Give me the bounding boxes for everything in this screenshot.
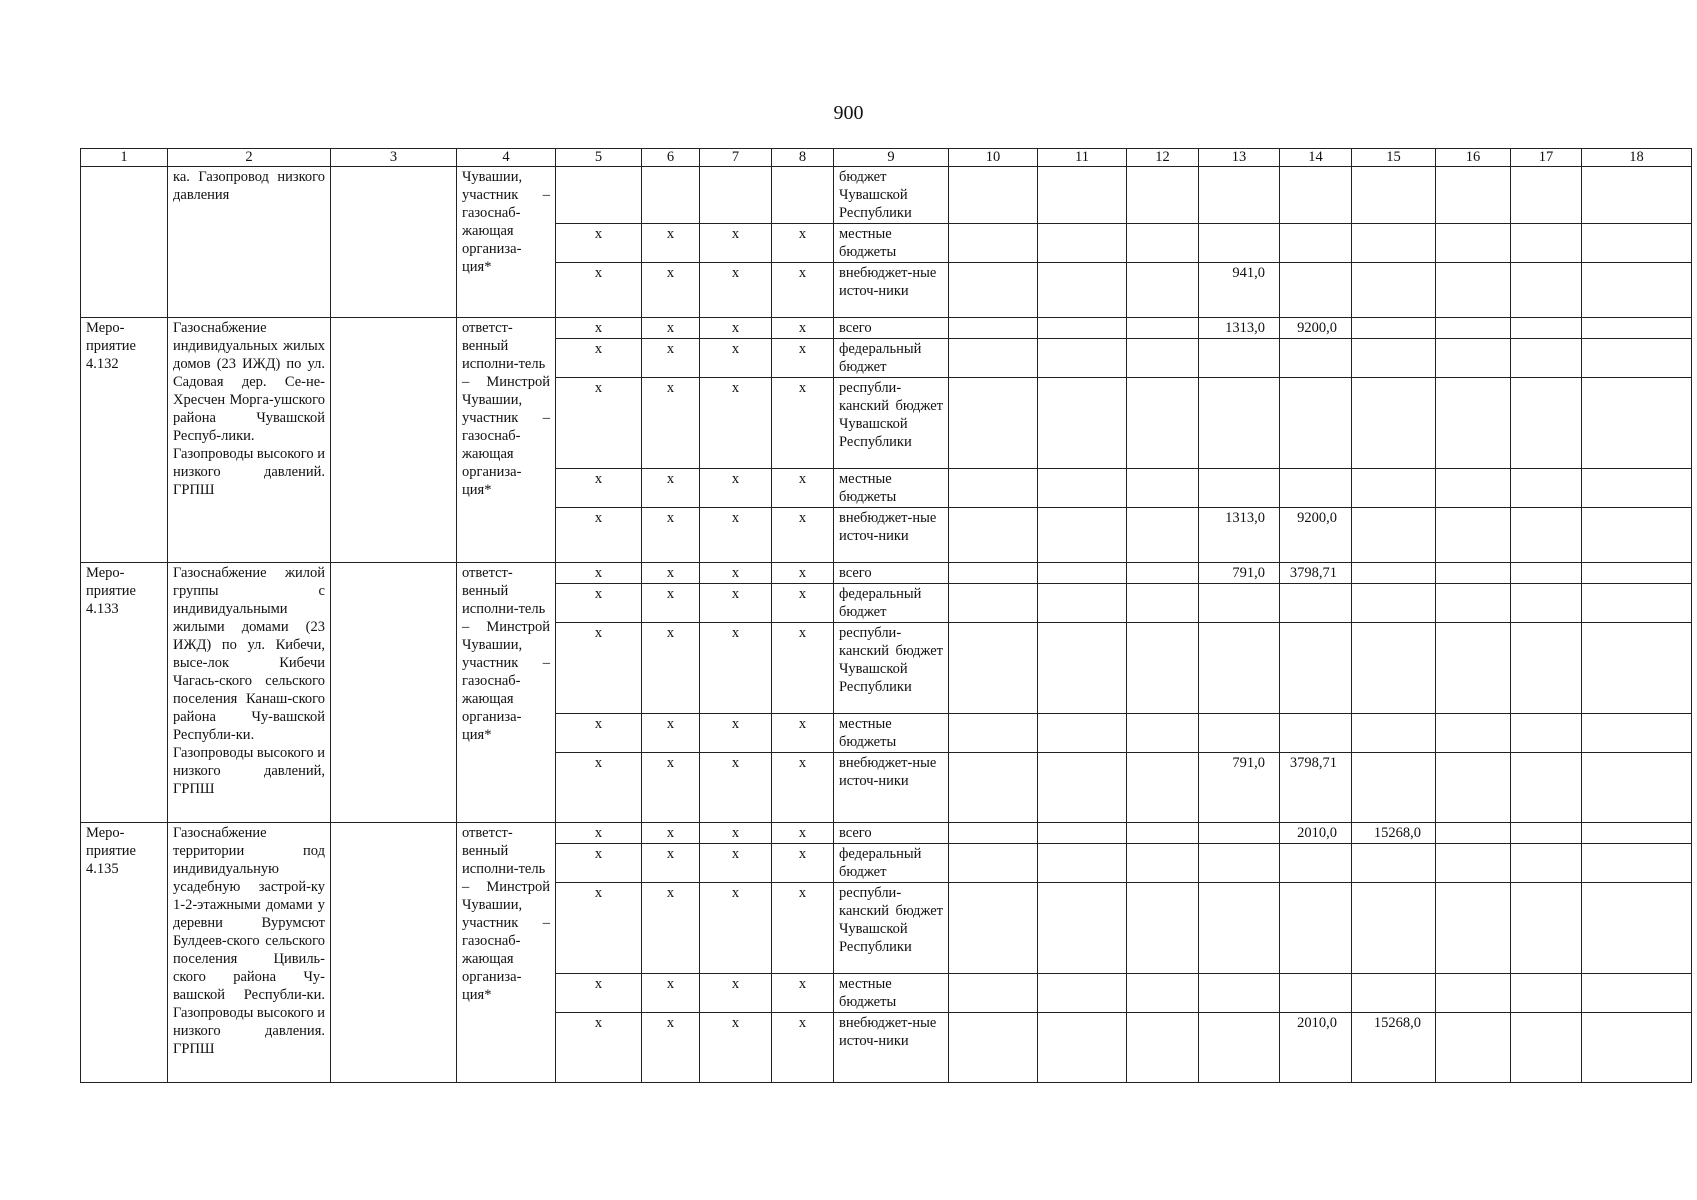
mark-cell: х <box>642 563 700 584</box>
value-cell-14 <box>1280 469 1352 508</box>
empty-cell <box>1582 378 1692 469</box>
empty-cell <box>1511 378 1582 469</box>
mark-cell: х <box>642 823 700 844</box>
mark-cell: х <box>556 378 642 469</box>
empty-cell <box>949 584 1038 623</box>
empty-cell <box>1511 224 1582 263</box>
value-cell-14 <box>1280 339 1352 378</box>
empty-cell <box>1436 318 1511 339</box>
value-cell-15 <box>1352 753 1436 823</box>
mark-cell: х <box>556 753 642 823</box>
empty-cell <box>1127 823 1199 844</box>
empty-cell <box>331 563 457 823</box>
value-cell-14: 2010,0 <box>1280 1013 1352 1083</box>
table-row <box>81 318 1692 339</box>
col-header: 12 <box>1127 149 1199 167</box>
mark-cell: х <box>556 844 642 883</box>
value-cell-15 <box>1352 714 1436 753</box>
mark-cell: х <box>700 1013 772 1083</box>
empty-cell <box>949 563 1038 584</box>
empty-cell <box>1582 339 1692 378</box>
empty-cell <box>1582 823 1692 844</box>
empty-cell <box>1511 823 1582 844</box>
value-cell-15 <box>1352 844 1436 883</box>
empty-cell <box>1511 263 1582 318</box>
empty-cell <box>1582 167 1692 224</box>
empty-cell <box>1436 974 1511 1013</box>
empty-cell <box>1582 224 1692 263</box>
empty-cell <box>1511 883 1582 974</box>
mark-cell: х <box>772 883 834 974</box>
mark-cell: х <box>556 508 642 563</box>
funding-source-cell: местные бюджеты <box>834 974 949 1013</box>
mark-cell: х <box>772 1013 834 1083</box>
empty-cell <box>1582 714 1692 753</box>
mark-cell: х <box>556 469 642 508</box>
value-cell-13: 1313,0 <box>1199 508 1280 563</box>
empty-cell <box>1127 167 1199 224</box>
mark-cell: х <box>772 224 834 263</box>
value-cell-14: 9200,0 <box>1280 508 1352 563</box>
value-cell-15 <box>1352 469 1436 508</box>
mark-cell: х <box>772 714 834 753</box>
col-header: 15 <box>1352 149 1436 167</box>
col-header: 9 <box>834 149 949 167</box>
value-cell-13 <box>1199 469 1280 508</box>
value-cell-13 <box>1199 378 1280 469</box>
empty-cell <box>1038 844 1127 883</box>
empty-cell <box>1127 508 1199 563</box>
value-cell-15 <box>1352 339 1436 378</box>
mark-cell: х <box>642 378 700 469</box>
empty-cell <box>1436 714 1511 753</box>
empty-cell <box>1127 623 1199 714</box>
empty-cell <box>1436 378 1511 469</box>
value-cell-14 <box>1280 883 1352 974</box>
value-cell-13 <box>1199 623 1280 714</box>
mark-cell: х <box>772 563 834 584</box>
mark-cell: х <box>556 563 642 584</box>
empty-cell <box>1511 563 1582 584</box>
empty-cell <box>1436 563 1511 584</box>
value-cell-13 <box>1199 883 1280 974</box>
funding-source-cell: местные бюджеты <box>834 224 949 263</box>
col-header: 7 <box>700 149 772 167</box>
empty-cell <box>1582 318 1692 339</box>
empty-cell <box>1127 378 1199 469</box>
empty-cell <box>1582 753 1692 823</box>
empty-cell <box>331 167 457 318</box>
empty-cell <box>1511 339 1582 378</box>
value-cell-15 <box>1352 224 1436 263</box>
empty-cell <box>1582 508 1692 563</box>
funding-source-cell: местные бюджеты <box>834 714 949 753</box>
mark-cell: х <box>642 1013 700 1083</box>
empty-cell <box>949 823 1038 844</box>
mark-cell: х <box>772 623 834 714</box>
mark-cell: х <box>700 623 772 714</box>
mark-cell: х <box>700 318 772 339</box>
empty-cell <box>1582 883 1692 974</box>
mark-cell: х <box>772 753 834 823</box>
col-header: 8 <box>772 149 834 167</box>
empty-cell <box>1511 623 1582 714</box>
empty-cell <box>1511 167 1582 224</box>
mark-cell: х <box>642 623 700 714</box>
empty-cell <box>949 974 1038 1013</box>
empty-cell <box>1436 753 1511 823</box>
mark-cell: х <box>700 339 772 378</box>
mark-cell <box>700 167 772 224</box>
empty-cell <box>1038 1013 1127 1083</box>
mark-cell: х <box>556 224 642 263</box>
empty-cell <box>1038 263 1127 318</box>
mark-cell: х <box>772 339 834 378</box>
mark-cell: х <box>642 714 700 753</box>
value-cell-15 <box>1352 584 1436 623</box>
mark-cell: х <box>642 974 700 1013</box>
mark-cell <box>556 167 642 224</box>
funding-source-cell: бюджет Чувашской Республики <box>834 167 949 224</box>
empty-cell <box>1436 224 1511 263</box>
col-header: 6 <box>642 149 700 167</box>
budget-table <box>80 148 1692 1083</box>
value-cell-15 <box>1352 974 1436 1013</box>
mark-cell: х <box>642 339 700 378</box>
empty-cell <box>949 339 1038 378</box>
empty-cell <box>1038 469 1127 508</box>
empty-cell <box>1511 469 1582 508</box>
mark-cell: х <box>642 263 700 318</box>
value-cell-15 <box>1352 378 1436 469</box>
value-cell-13 <box>1199 844 1280 883</box>
col-header: 16 <box>1436 149 1511 167</box>
empty-cell <box>1038 339 1127 378</box>
mark-cell: х <box>772 378 834 469</box>
empty-cell <box>1582 1013 1692 1083</box>
empty-cell <box>1511 974 1582 1013</box>
value-cell-13 <box>1199 974 1280 1013</box>
empty-cell <box>1127 339 1199 378</box>
value-cell-15 <box>1352 883 1436 974</box>
value-cell-14 <box>1280 263 1352 318</box>
empty-cell <box>1511 508 1582 563</box>
mark-cell: х <box>556 263 642 318</box>
measure-description-cell: Газоснабжение территории под индивидуальную усадебную застрой-ку 1-2-этажными домами у деревни Вурумсют Булдеев-ского сельского поселения Цивиль-ского района Чу-вашской Республи-ки. Газопроводы высокого и низкого давления. ГРПШ <box>168 823 331 1083</box>
value-cell-13 <box>1199 167 1280 224</box>
mark-cell: х <box>700 224 772 263</box>
col-header: 5 <box>556 149 642 167</box>
mark-cell: х <box>642 753 700 823</box>
funding-source-cell: местные бюджеты <box>834 469 949 508</box>
funding-source-cell: внебюджет-ные источ-ники <box>834 508 949 563</box>
mark-cell: х <box>772 263 834 318</box>
empty-cell <box>949 714 1038 753</box>
empty-cell <box>949 1013 1038 1083</box>
mark-cell: х <box>556 714 642 753</box>
empty-cell <box>1038 883 1127 974</box>
value-cell-13: 941,0 <box>1199 263 1280 318</box>
mark-cell: х <box>700 563 772 584</box>
value-cell-13 <box>1199 339 1280 378</box>
mark-cell: х <box>556 584 642 623</box>
empty-cell <box>1582 584 1692 623</box>
mark-cell <box>642 167 700 224</box>
col-header: 3 <box>331 149 457 167</box>
funding-source-cell: республи-канский бюджет Чувашской Республики <box>834 623 949 714</box>
empty-cell <box>1582 974 1692 1013</box>
empty-cell <box>1582 469 1692 508</box>
mark-cell: х <box>772 844 834 883</box>
mark-cell: х <box>642 224 700 263</box>
value-cell-15 <box>1352 167 1436 224</box>
value-cell-14 <box>1280 584 1352 623</box>
empty-cell <box>949 224 1038 263</box>
value-cell-15: 15268,0 <box>1352 823 1436 844</box>
empty-cell <box>331 318 457 563</box>
col-header: 1 <box>81 149 168 167</box>
mark-cell: х <box>772 974 834 1013</box>
value-cell-13 <box>1199 584 1280 623</box>
empty-cell <box>949 263 1038 318</box>
funding-source-cell: федеральный бюджет <box>834 844 949 883</box>
empty-cell <box>949 883 1038 974</box>
value-cell-14: 3798,71 <box>1280 753 1352 823</box>
mark-cell: х <box>700 974 772 1013</box>
measure-description-cell: ка. Газопровод низкого давления <box>168 167 331 318</box>
value-cell-15 <box>1352 563 1436 584</box>
empty-cell <box>1436 1013 1511 1083</box>
mark-cell: х <box>556 318 642 339</box>
empty-cell <box>1038 623 1127 714</box>
empty-cell <box>1582 844 1692 883</box>
funding-source-cell: республи-канский бюджет Чувашской Республики <box>834 883 949 974</box>
empty-cell <box>1127 263 1199 318</box>
empty-cell <box>1038 753 1127 823</box>
empty-cell <box>1038 378 1127 469</box>
mark-cell: х <box>700 584 772 623</box>
empty-cell <box>949 753 1038 823</box>
value-cell-14 <box>1280 623 1352 714</box>
mark-cell: х <box>772 823 834 844</box>
empty-cell <box>1436 623 1511 714</box>
empty-cell <box>1127 974 1199 1013</box>
empty-cell <box>1582 623 1692 714</box>
mark-cell: х <box>700 263 772 318</box>
mark-cell: х <box>642 584 700 623</box>
empty-cell <box>1127 584 1199 623</box>
value-cell-13 <box>1199 714 1280 753</box>
value-cell-14 <box>1280 844 1352 883</box>
funding-source-cell: республи-канский бюджет Чувашской Республики <box>834 378 949 469</box>
mark-cell: х <box>556 1013 642 1083</box>
empty-cell <box>1436 823 1511 844</box>
empty-cell <box>949 167 1038 224</box>
empty-cell <box>1127 844 1199 883</box>
col-header: 10 <box>949 149 1038 167</box>
mark-cell: х <box>642 883 700 974</box>
executor-cell: ответст-венный исполни-тель – Минстрой Чувашии, участник – газоснаб-жающая организа-ция* <box>457 823 556 1083</box>
empty-cell <box>1511 714 1582 753</box>
mark-cell: х <box>556 974 642 1013</box>
empty-cell <box>1127 753 1199 823</box>
value-cell-15 <box>1352 623 1436 714</box>
mark-cell: х <box>772 508 834 563</box>
funding-source-cell: внебюджет-ные источ-ники <box>834 1013 949 1083</box>
mark-cell: х <box>772 469 834 508</box>
mark-cell: х <box>700 844 772 883</box>
funding-source-cell: федеральный бюджет <box>834 339 949 378</box>
value-cell-14: 3798,71 <box>1280 563 1352 584</box>
funding-source-cell: федеральный бюджет <box>834 584 949 623</box>
funding-source-cell: всего <box>834 823 949 844</box>
value-cell-14 <box>1280 167 1352 224</box>
value-cell-14: 9200,0 <box>1280 318 1352 339</box>
empty-cell <box>1038 823 1127 844</box>
value-cell-15: 15268,0 <box>1352 1013 1436 1083</box>
empty-cell <box>1511 318 1582 339</box>
value-cell-14 <box>1280 378 1352 469</box>
mark-cell: х <box>556 623 642 714</box>
mark-cell: х <box>556 823 642 844</box>
col-header: 14 <box>1280 149 1352 167</box>
col-header: 18 <box>1582 149 1692 167</box>
mark-cell: х <box>772 584 834 623</box>
mark-cell: х <box>700 883 772 974</box>
value-cell-13 <box>1199 224 1280 263</box>
table-row <box>81 167 1692 224</box>
funding-source-cell: всего <box>834 318 949 339</box>
funding-source-cell: всего <box>834 563 949 584</box>
value-cell-15 <box>1352 508 1436 563</box>
empty-cell <box>1127 318 1199 339</box>
executor-cell: ответст-венный исполни-тель – Минстрой Чувашии, участник – газоснаб-жающая организа-ция* <box>457 563 556 823</box>
mark-cell: х <box>772 318 834 339</box>
mark-cell: х <box>700 469 772 508</box>
empty-cell <box>1038 563 1127 584</box>
mark-cell: х <box>556 339 642 378</box>
executor-cell: Чувашии, участник – газоснаб-жающая организа-ция* <box>457 167 556 318</box>
value-cell-15 <box>1352 263 1436 318</box>
col-header: 11 <box>1038 149 1127 167</box>
empty-cell <box>949 378 1038 469</box>
mark-cell: х <box>700 714 772 753</box>
empty-cell <box>1582 263 1692 318</box>
empty-cell <box>949 318 1038 339</box>
empty-cell <box>1436 844 1511 883</box>
empty-cell <box>1436 167 1511 224</box>
empty-cell <box>1127 714 1199 753</box>
empty-cell <box>949 469 1038 508</box>
funding-source-cell: внебюджет-ные источ-ники <box>834 753 949 823</box>
empty-cell <box>1038 974 1127 1013</box>
empty-cell <box>949 623 1038 714</box>
empty-cell <box>1436 584 1511 623</box>
value-cell-13 <box>1199 1013 1280 1083</box>
page-number: 900 <box>833 102 864 124</box>
value-cell-14 <box>1280 224 1352 263</box>
mark-cell: х <box>700 753 772 823</box>
empty-cell <box>1511 584 1582 623</box>
value-cell-13: 791,0 <box>1199 753 1280 823</box>
empty-cell <box>949 508 1038 563</box>
measure-id-cell: Меро-приятие 4.132 <box>81 318 168 563</box>
empty-cell <box>1511 753 1582 823</box>
empty-cell <box>1127 469 1199 508</box>
measure-description-cell: Газоснабжение индивидуальных жилых домов (23 ИЖД) по ул. Садовая дер. Се-не-Хресчен Морга-ушского района Чувашской Респуб-лики. Газопроводы высокого и низкого давлений. ГРПШ <box>168 318 331 563</box>
value-cell-14 <box>1280 714 1352 753</box>
mark-cell: х <box>556 883 642 974</box>
col-header: 17 <box>1511 149 1582 167</box>
empty-cell <box>331 823 457 1083</box>
empty-cell <box>1582 563 1692 584</box>
mark-cell: х <box>700 508 772 563</box>
empty-cell <box>1038 318 1127 339</box>
empty-cell <box>1436 883 1511 974</box>
empty-cell <box>1511 1013 1582 1083</box>
col-header: 13 <box>1199 149 1280 167</box>
mark-cell: х <box>700 823 772 844</box>
mark-cell: х <box>700 378 772 469</box>
empty-cell <box>1038 224 1127 263</box>
empty-cell <box>1127 563 1199 584</box>
mark-cell: х <box>642 469 700 508</box>
empty-cell <box>949 844 1038 883</box>
mark-cell: х <box>642 318 700 339</box>
value-cell-13: 791,0 <box>1199 563 1280 584</box>
header-row <box>81 149 1692 167</box>
empty-cell <box>1038 508 1127 563</box>
mark-cell <box>772 167 834 224</box>
value-cell-14: 2010,0 <box>1280 823 1352 844</box>
empty-cell <box>1127 224 1199 263</box>
col-header: 4 <box>457 149 556 167</box>
measure-id-cell: Меро-приятие 4.135 <box>81 823 168 1083</box>
empty-cell <box>1038 584 1127 623</box>
empty-cell <box>1436 263 1511 318</box>
value-cell-15 <box>1352 318 1436 339</box>
empty-cell <box>1436 469 1511 508</box>
mark-cell: х <box>642 844 700 883</box>
empty-cell <box>1436 339 1511 378</box>
empty-cell <box>1511 844 1582 883</box>
measure-description-cell: Газоснабжение жилой группы с индивидуальными жилыми домами (23 ИЖД) по ул. Кибечи, высе-лок Кибечи Чагась-ского сельского поселения Канаш-ского района Чу-вашской Республи-ки. Газопроводы высокого и низкого давлений, ГРПШ <box>168 563 331 823</box>
table-row <box>81 823 1692 844</box>
measure-id-cell <box>81 167 168 318</box>
value-cell-14 <box>1280 974 1352 1013</box>
empty-cell <box>1127 1013 1199 1083</box>
value-cell-13: 1313,0 <box>1199 318 1280 339</box>
funding-source-cell: внебюджет-ные источ-ники <box>834 263 949 318</box>
table-row <box>81 563 1692 584</box>
empty-cell <box>1038 714 1127 753</box>
col-header: 2 <box>168 149 331 167</box>
empty-cell <box>1127 883 1199 974</box>
mark-cell: х <box>642 508 700 563</box>
executor-cell: ответст-венный исполни-тель – Минстрой Чувашии, участник – газоснаб-жающая организа-ция* <box>457 318 556 563</box>
empty-cell <box>1038 167 1127 224</box>
measure-id-cell: Меро-приятие 4.133 <box>81 563 168 823</box>
empty-cell <box>1436 508 1511 563</box>
value-cell-13 <box>1199 823 1280 844</box>
